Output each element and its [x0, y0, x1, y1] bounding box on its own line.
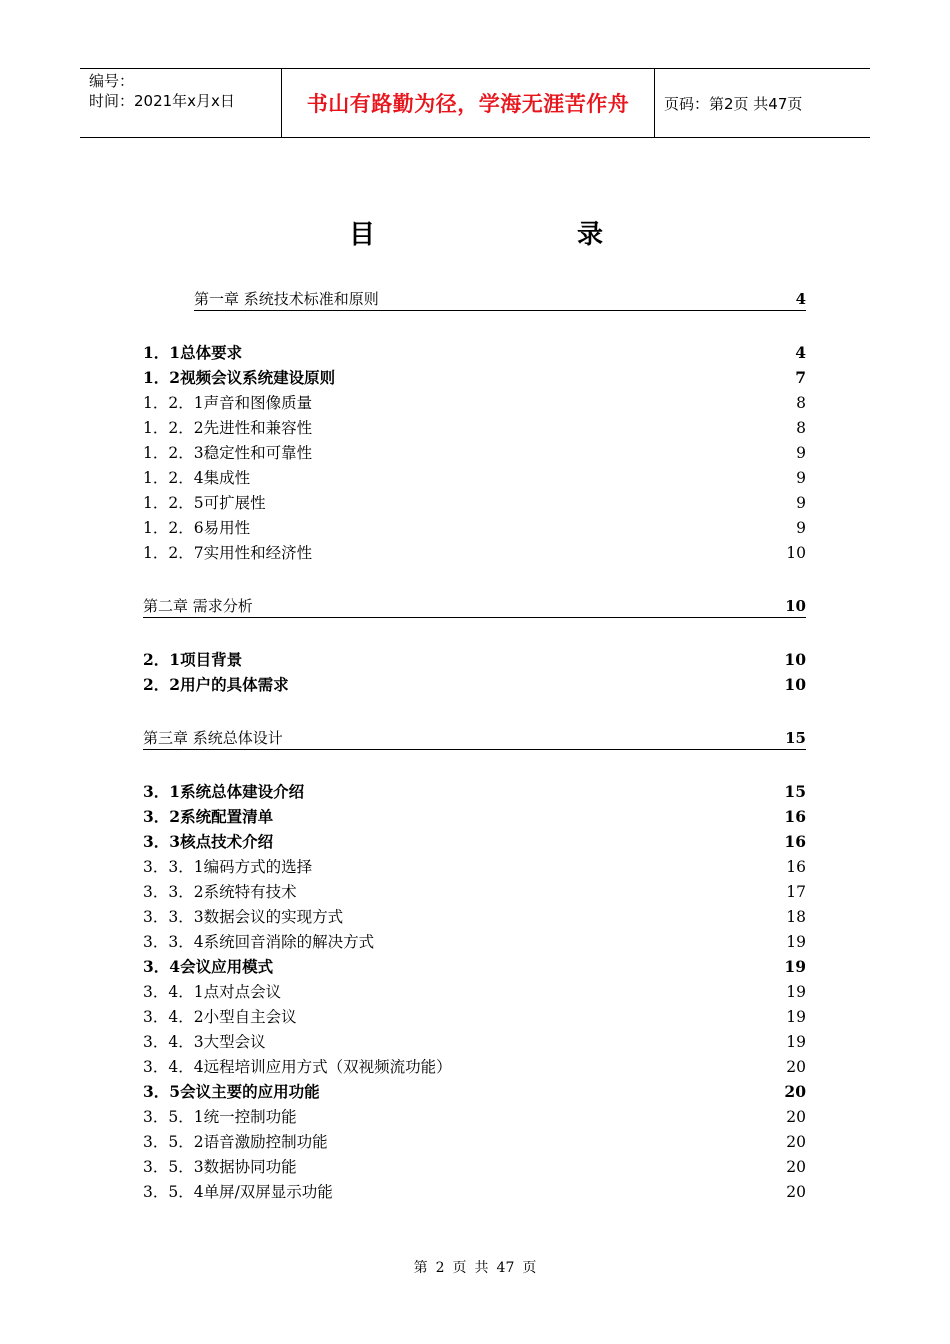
toc-chapter-entry[interactable]	[143, 727, 806, 750]
toc-entry-page-number: 16	[784, 807, 806, 826]
toc-entry-label: 1．2．2先进性和兼容性	[143, 419, 313, 437]
toc-entry-label: 1．2视频会议系统建设原则	[143, 368, 336, 387]
toc-entry-page-number: 16	[786, 858, 806, 876]
toc-entry-page-number: 19	[786, 1033, 806, 1051]
toc-entry-page-number: 19	[784, 957, 806, 976]
toc-entry-label: 3．2系统配置清单	[143, 807, 274, 826]
toc-subsection-entry[interactable]	[143, 981, 806, 1003]
toc-entry-label: 1．2．4集成性	[143, 469, 251, 487]
toc-entry-label: 3．4．3大型会议	[143, 1033, 266, 1051]
toc-section-entry[interactable]	[143, 1081, 806, 1103]
toc-title-char-1: 目	[349, 220, 376, 250]
toc-entry-label: 1．2．6易用性	[143, 519, 251, 537]
toc-entry-label: 3．3．1编码方式的选择	[143, 858, 313, 876]
header-motto: 书山有路勤为径，学海无涯苦作舟	[282, 69, 655, 137]
toc-entry-label: 3．4．4远程培训应用方式（双视频流功能）	[143, 1058, 452, 1076]
toc-entry-page-number: 18	[786, 908, 806, 926]
toc-entry-label: 3．5．4单屏/双屏显示功能	[143, 1183, 333, 1201]
toc-subsection-entry[interactable]	[143, 1056, 806, 1078]
toc-entry-page-number: 20	[786, 1108, 806, 1126]
toc-subsection-entry[interactable]	[143, 1031, 806, 1053]
toc-entry-label: 3．5会议主要的应用功能	[143, 1082, 320, 1101]
toc-entry-page-number: 8	[796, 394, 806, 412]
toc-subsection-entry[interactable]	[143, 906, 806, 928]
footer-page-number: 2	[435, 1260, 445, 1276]
toc-entry-page-number: 15	[784, 782, 806, 801]
toc-subsection-entry[interactable]	[143, 1131, 806, 1153]
toc-title	[0, 214, 950, 254]
toc-entry-page-number: 20	[786, 1183, 806, 1201]
footer-word: 共	[474, 1260, 489, 1276]
toc-entry-page-number: 9	[796, 469, 806, 487]
toc-subsection-entry[interactable]	[143, 856, 806, 878]
toc-section-entry[interactable]	[143, 674, 806, 696]
footer-word: 页	[452, 1260, 467, 1276]
toc-section-entry[interactable]	[143, 806, 806, 828]
footer-word: 第	[413, 1260, 428, 1276]
toc-subsection-entry[interactable]	[143, 442, 806, 464]
toc-section-entry[interactable]	[143, 956, 806, 978]
toc-entry-label: 3．3．2系统特有技术	[143, 883, 297, 901]
toc-entry-label: 3．5．3数据协同功能	[143, 1158, 297, 1176]
toc-entry-label: 3．1系统总体建设介绍	[143, 782, 305, 801]
toc-entry-page-number: 20	[786, 1158, 806, 1176]
toc-entry-page-number: 16	[784, 832, 806, 851]
toc-entry-label: 3．4．2小型自主会议	[143, 1008, 297, 1026]
toc-entry-page-number: 4	[795, 343, 806, 362]
toc-entry-label: 3．3．4系统回音消除的解决方式	[143, 933, 375, 951]
toc-entry-label: 1．2．1声音和图像质量	[143, 394, 313, 412]
toc-entry-page-number: 19	[786, 1008, 806, 1026]
toc-subsection-entry[interactable]	[143, 1106, 806, 1128]
toc-entry-page-number: 15	[785, 729, 806, 747]
page-footer	[0, 1257, 950, 1277]
toc-section-entry[interactable]	[143, 367, 806, 389]
toc-chapter-entry[interactable]	[194, 288, 806, 311]
toc-entry-page-number: 17	[786, 883, 806, 901]
toc-entry-page-number: 20	[786, 1058, 806, 1076]
toc-entry-page-number: 9	[796, 519, 806, 537]
footer-total-pages: 47	[496, 1260, 515, 1276]
toc-entry-label: 3．5．2语音激励控制功能	[143, 1133, 328, 1151]
toc-subsection-entry[interactable]	[143, 1006, 806, 1028]
serial-number-label: 编号：	[89, 72, 135, 90]
toc-entry-label: 2．1项目背景	[143, 650, 243, 669]
toc-entry-label: 1．2．5可扩展性	[143, 494, 266, 512]
date-label: 时间：2021年x月x日	[89, 92, 235, 110]
toc-entry-page-number: 9	[796, 494, 806, 512]
toc-entry-label: 3．3．3数据会议的实现方式	[143, 908, 344, 926]
toc-subsection-entry[interactable]	[143, 931, 806, 953]
toc-entry-page-number: 4	[795, 290, 806, 308]
toc-subsection-entry[interactable]	[143, 467, 806, 489]
toc-subsection-entry[interactable]	[143, 392, 806, 414]
toc-subsection-entry[interactable]	[143, 1156, 806, 1178]
toc-entry-label: 第三章 系统总体设计	[143, 729, 283, 747]
toc-entry-page-number: 10	[785, 597, 806, 615]
footer-word: 页	[522, 1260, 537, 1276]
toc-section-entry[interactable]	[143, 342, 806, 364]
toc-entry-label: 第一章 系统技术标准和原则	[194, 290, 379, 308]
toc-entry-label: 1．2．7实用性和经济性	[143, 544, 313, 562]
toc-chapter-entry[interactable]	[143, 595, 806, 618]
toc-subsection-entry[interactable]	[143, 881, 806, 903]
toc-entry-page-number: 9	[796, 444, 806, 462]
toc-subsection-entry[interactable]	[143, 492, 806, 514]
toc-entry-page-number: 10	[784, 650, 806, 669]
toc-entry-page-number: 10	[784, 675, 806, 694]
toc-entry-label: 1．1总体要求	[143, 343, 243, 362]
toc-entry-page-number: 8	[796, 419, 806, 437]
toc-entry-label: 1．2．3稳定性和可靠性	[143, 444, 313, 462]
toc-entry-label: 3．5．1统一控制功能	[143, 1108, 297, 1126]
toc-entry-page-number: 20	[786, 1133, 806, 1151]
toc-subsection-entry[interactable]	[143, 417, 806, 439]
toc-entry-label: 3．4．1点对点会议	[143, 983, 282, 1001]
toc-section-entry[interactable]	[143, 831, 806, 853]
header-meta-cell	[80, 69, 282, 137]
page-header	[80, 68, 870, 138]
toc-subsection-entry[interactable]	[143, 517, 806, 539]
toc-entry-label: 第二章 需求分析	[143, 597, 253, 615]
toc-entry-page-number: 19	[786, 933, 806, 951]
toc-entry-label: 3．4会议应用模式	[143, 957, 274, 976]
toc-entry-page-number: 7	[795, 368, 806, 387]
toc-entry-label: 3．3核点技术介绍	[143, 832, 274, 851]
toc-section-entry[interactable]	[143, 781, 806, 803]
toc-entry-page-number: 19	[786, 983, 806, 1001]
toc-title-char-2: 录	[577, 220, 604, 250]
toc-section-entry[interactable]	[143, 649, 806, 671]
toc-entry-page-number: 10	[786, 544, 806, 562]
toc-subsection-entry[interactable]	[143, 1181, 806, 1203]
toc-entry-page-number: 20	[784, 1082, 806, 1101]
toc-subsection-entry[interactable]	[143, 542, 806, 564]
header-page-info: 页码：第2页 共47页	[664, 94, 803, 113]
toc-entry-label: 2．2用户的具体需求	[143, 675, 289, 694]
